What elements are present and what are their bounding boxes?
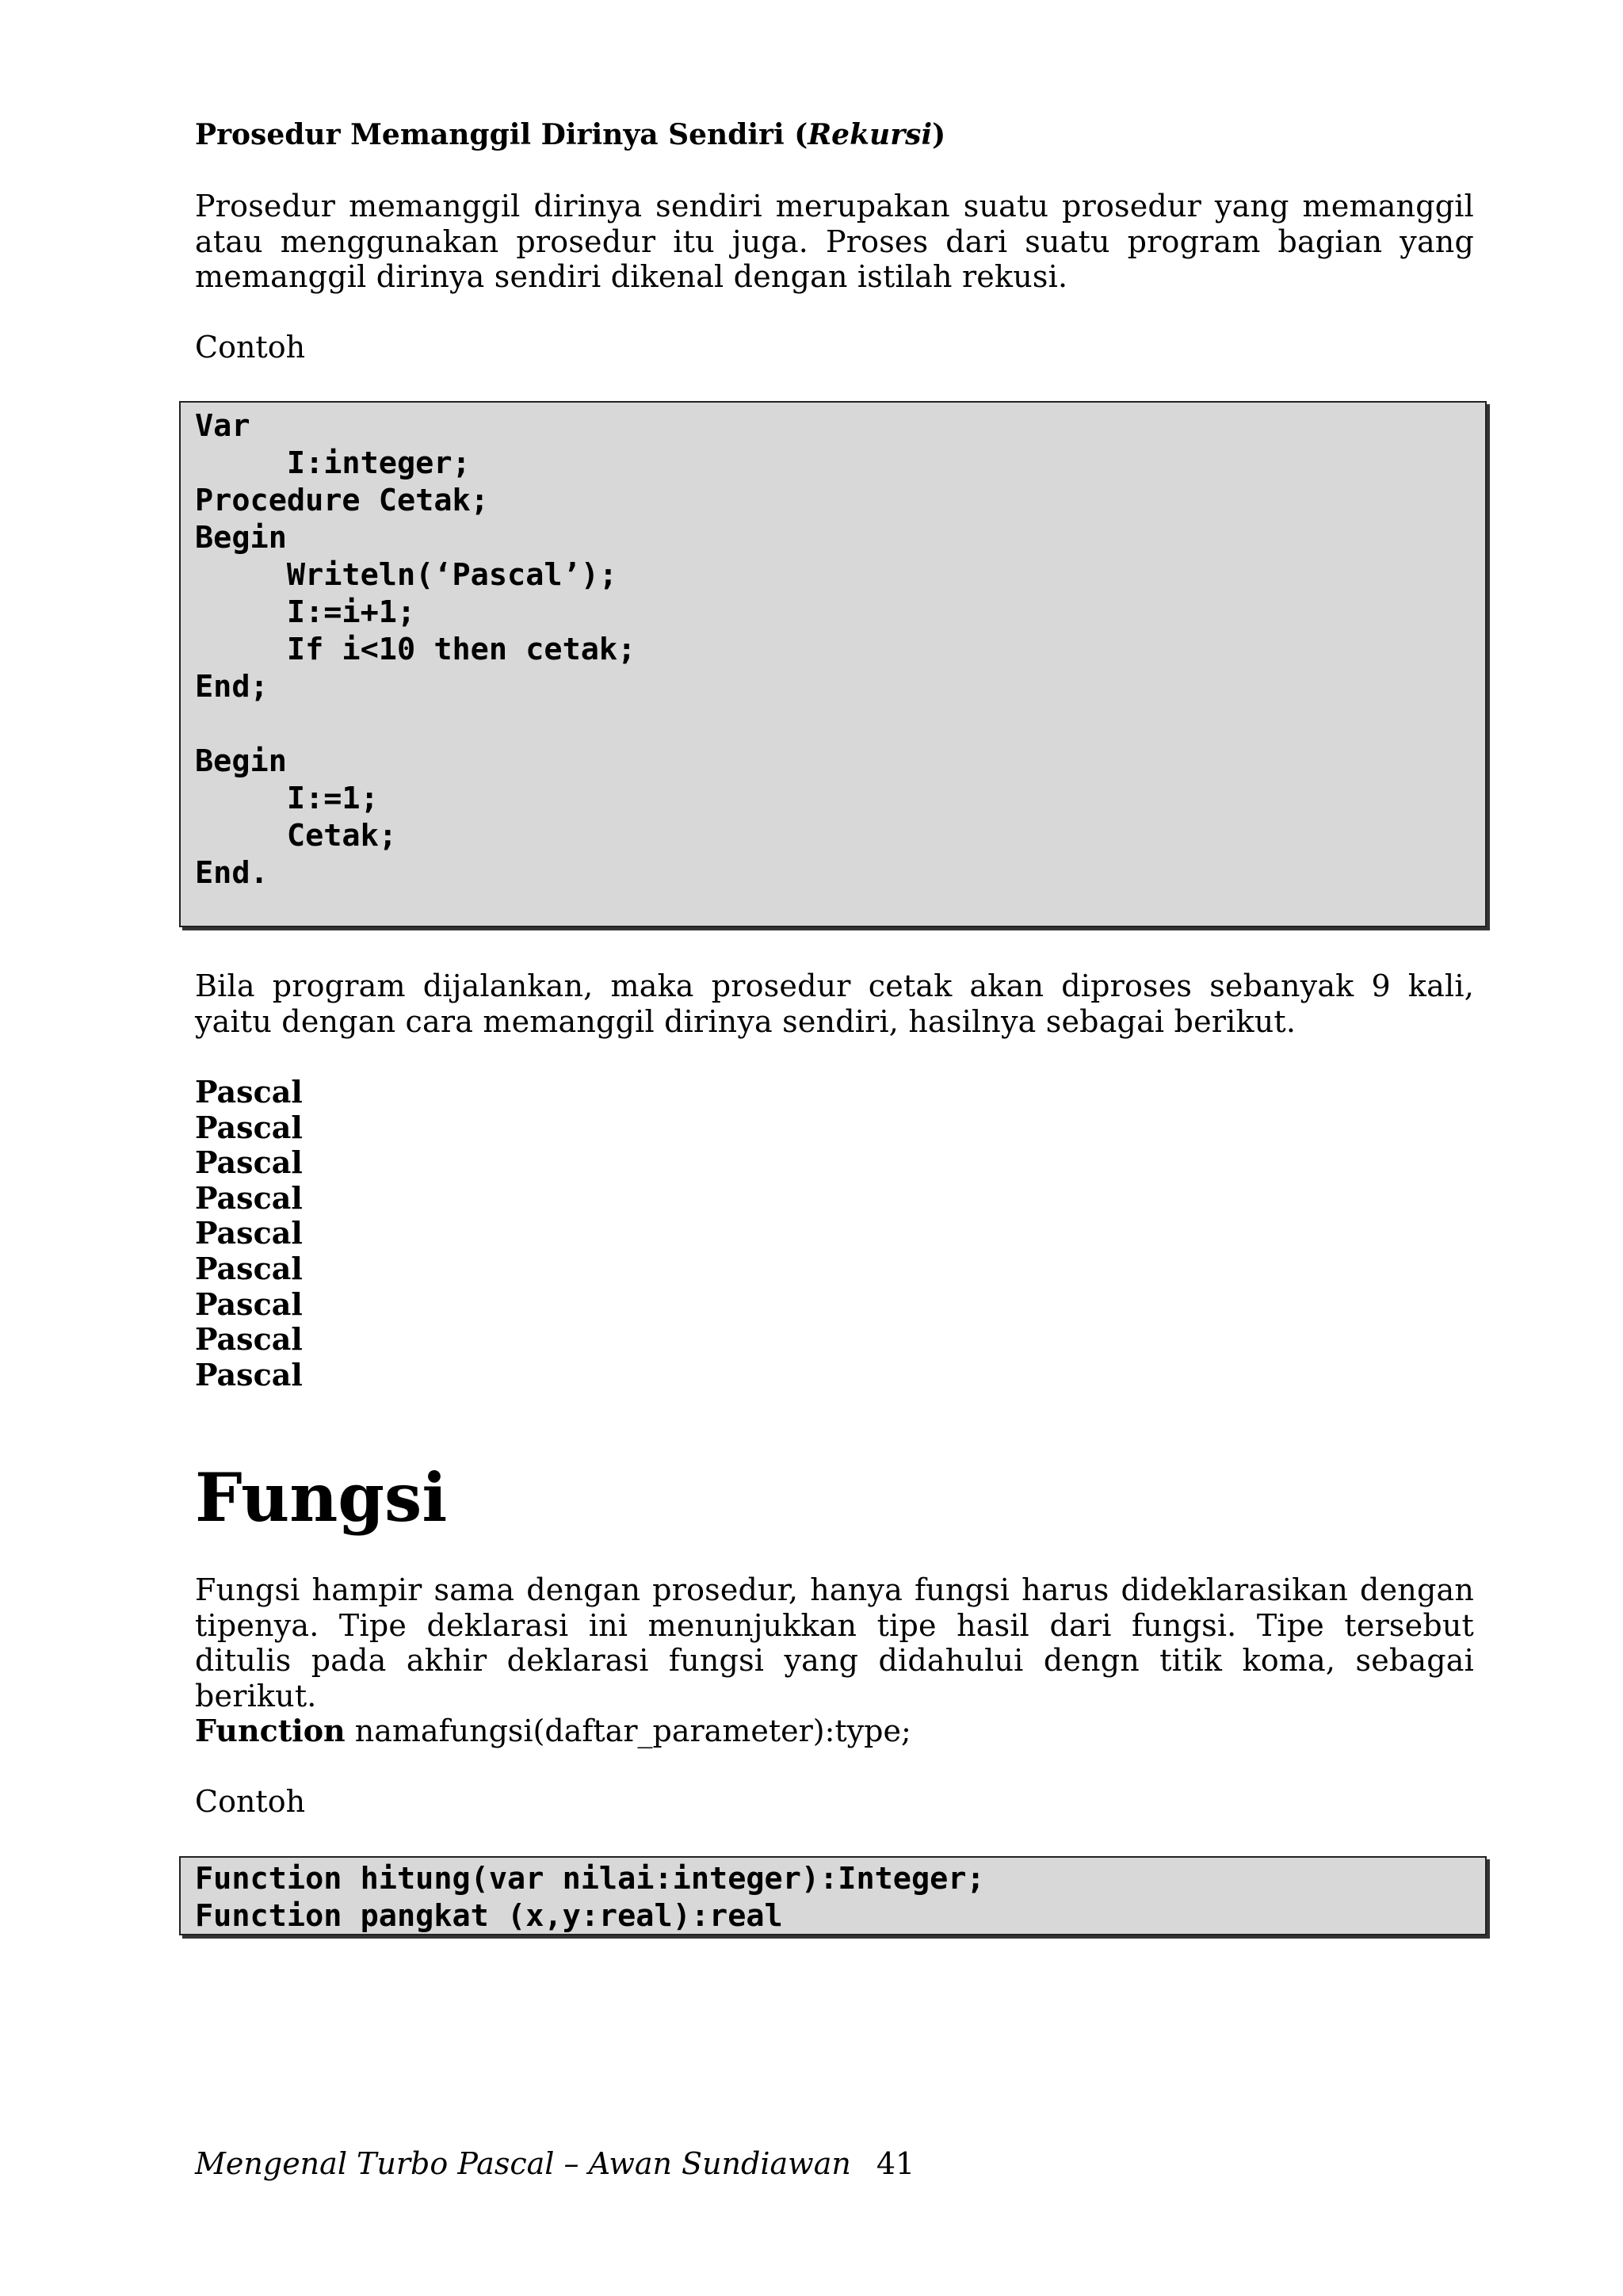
output-line: Pascal bbox=[195, 1250, 303, 1286]
example-label-2: Contoh bbox=[195, 1784, 306, 1819]
code-line: I:=1; bbox=[195, 781, 379, 816]
function-declaration-syntax bbox=[195, 1713, 1474, 1748]
code-line: I:integer; bbox=[195, 445, 471, 481]
function-code bbox=[195, 1860, 985, 1935]
output-line: Pascal bbox=[195, 1286, 303, 1322]
code-line: Begin bbox=[195, 743, 287, 779]
result-paragraph: Bila program dijalankan, maka prosedur cetak akan diproses sebanyak 9 kali, yaitu dengan cara memanggil dirinya sendiri, hasilnya sebagai berikut. bbox=[195, 968, 1474, 1039]
output-line: Pascal bbox=[195, 1321, 303, 1358]
function-signature: namafungsi(daftar_parameter):type; bbox=[345, 1713, 911, 1748]
output-line: Pascal bbox=[195, 1109, 303, 1145]
recursion-code bbox=[195, 407, 636, 892]
function-code-box bbox=[179, 1856, 1487, 1935]
code-line: If i<10 then cetak; bbox=[195, 632, 636, 667]
intro-paragraph: Prosedur memanggil dirinya sendiri merupakan suatu prosedur yang memanggil atau menggunakan prosedur itu juga. Proses dari suatu program bagian yang memanggil dirinya sendiri dikenal dengan istilah rekusi. bbox=[195, 189, 1474, 294]
code-line: End. bbox=[195, 855, 269, 891]
section-heading bbox=[195, 117, 1474, 152]
code-line: Begin bbox=[195, 520, 287, 556]
output-line: Pascal bbox=[195, 1144, 303, 1181]
code-line: Var bbox=[195, 408, 250, 444]
recursion-code-box bbox=[179, 401, 1487, 927]
page-footer bbox=[195, 2146, 915, 2181]
code-line: End; bbox=[195, 669, 269, 705]
code-line: Procedure Cetak; bbox=[195, 483, 489, 518]
footer-book-title: Mengenal Turbo Pascal – Awan Sundiawan bbox=[195, 2146, 851, 2181]
output-line: Pascal bbox=[195, 1074, 303, 1110]
section-heading-prefix: Prosedur Memanggil Dirinya Sendiri ( bbox=[195, 118, 808, 151]
code-line: Cetak; bbox=[195, 818, 397, 854]
output-line: Pascal bbox=[195, 1356, 303, 1392]
function-keyword: Function bbox=[195, 1713, 346, 1748]
code-line: Function hitung(var nilai:integer):Integer; bbox=[195, 1861, 985, 1897]
code-line: I:=i+1; bbox=[195, 594, 416, 630]
code-line: Writeln(‘Pascal’); bbox=[195, 557, 618, 593]
section-heading-italic: Rekursi bbox=[808, 118, 933, 151]
output-line: Pascal bbox=[195, 1179, 303, 1216]
program-output bbox=[195, 1075, 1474, 1392]
code-line: Function pangkat (x,y:real):real bbox=[195, 1898, 783, 1934]
page-number: 41 bbox=[876, 2146, 915, 2181]
code-line bbox=[195, 705, 636, 743]
output-line: Pascal bbox=[195, 1215, 303, 1251]
function-paragraph: Fungsi hampir sama dengan prosedur, hanya fungsi harus dideklarasikan dengan tipenya. Tipe deklarasi ini menunjukkan tipe hasil dari fungsi. Tipe tersebut ditulis pada akhir deklarasi fungsi yang didahului dengn titik koma, sebagai berikut. bbox=[195, 1572, 1474, 1713]
example-label: Contoh bbox=[195, 330, 306, 365]
section-heading-suffix: ) bbox=[932, 118, 946, 151]
chapter-title: Fungsi bbox=[195, 1458, 448, 1537]
